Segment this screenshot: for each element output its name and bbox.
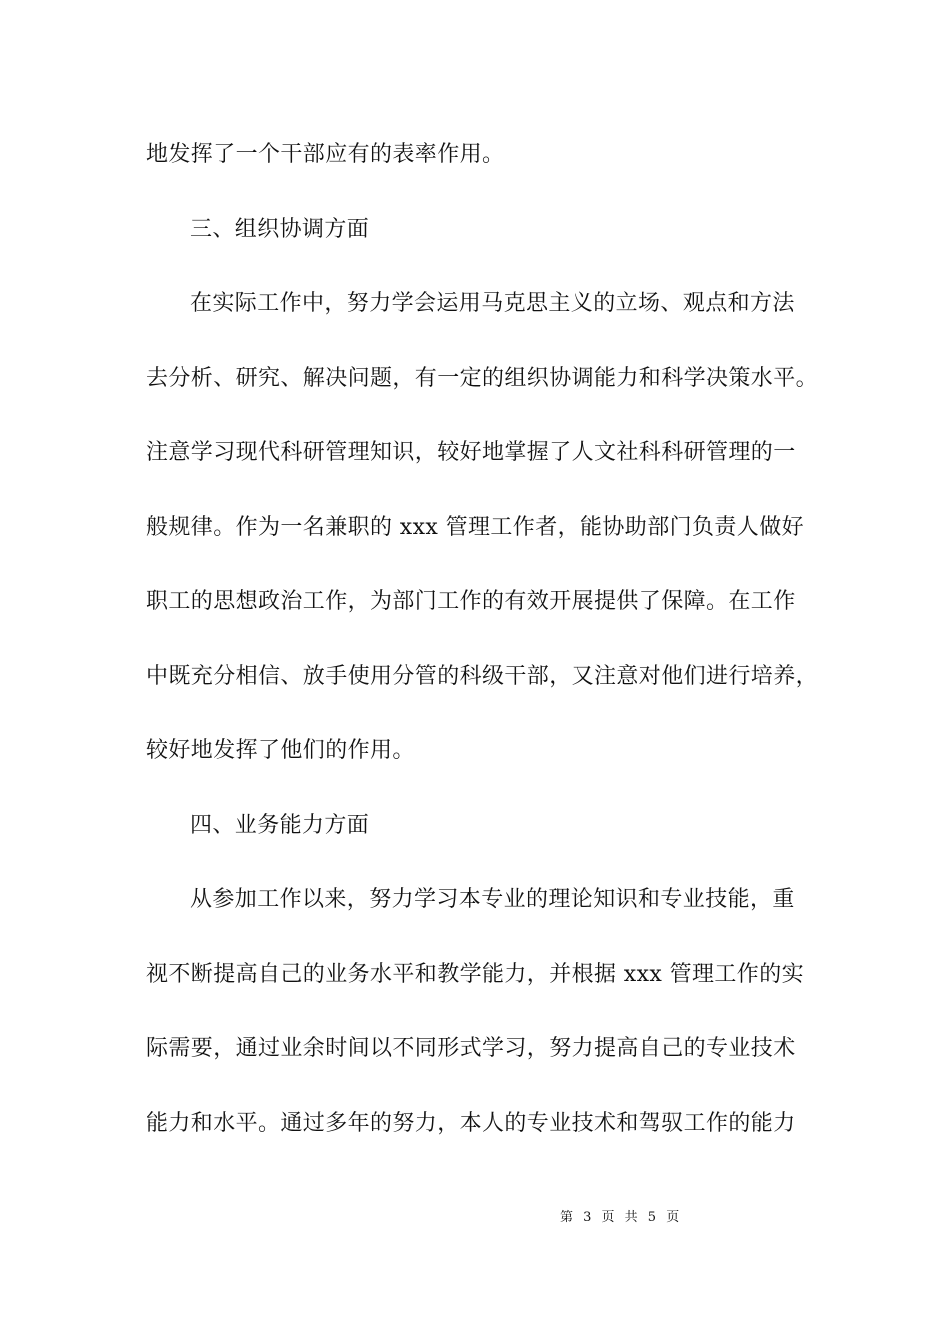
text-line-9: 较好地发挥了他们的作用。 bbox=[146, 738, 415, 763]
text-line-7: 职工的思想政治工作，为部门工作的有效开展提供了保障。在工作 bbox=[146, 589, 796, 614]
text-line-12: 视不断提高自己的业务水平和教学能力，并根据 xxx 管理工作的实 bbox=[146, 961, 805, 987]
text-line-8: 中既充分相信、放手使用分管的科级干部，又注意对他们进行培养， bbox=[146, 663, 819, 689]
section-heading-organization: 三、组织协调方面 bbox=[190, 216, 370, 242]
body-text bbox=[146, 128, 819, 1171]
text-line-1: 地发挥了一个干部应有的表率作用。 bbox=[146, 142, 505, 167]
text-line-11: 从参加工作以来，努力学习本专业的理论知识和专业技能，重 bbox=[190, 887, 795, 912]
text-line-6: 般规律。作为一名兼职的 xxx 管理工作者，能协助部门负责人做好 bbox=[146, 514, 805, 540]
text-line-5: 注意学习现代科研管理知识，较好地掌握了人文社科科研管理的一 bbox=[146, 440, 796, 465]
text-line-3: 在实际工作中，努力学会运用马克思主义的立场、观点和方法 bbox=[190, 291, 795, 316]
page-number-footer: 第 3 页 共 5 页 bbox=[560, 1210, 683, 1225]
text-line-13: 际需要，通过业余时间以不同形式学习，努力提高自己的专业技术 bbox=[146, 1036, 796, 1061]
text-line-4: 去分析、研究、解决问题，有一定的组织协调能力和科学决策水平。 bbox=[146, 365, 819, 391]
text-line-14: 能力和水平。通过多年的努力，本人的专业技术和驾驭工作的能力 bbox=[146, 1110, 796, 1136]
section-heading-business: 四、业务能力方面 bbox=[190, 812, 370, 838]
